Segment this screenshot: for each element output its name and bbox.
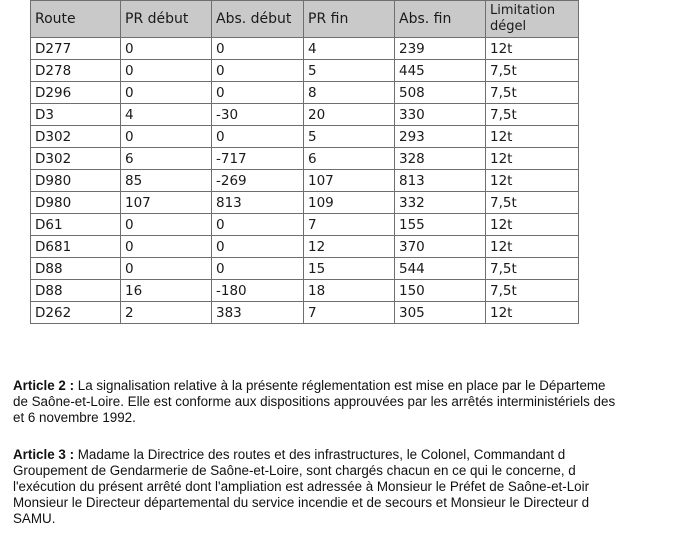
cell-abs-debut: 383 [212,302,304,324]
cell-limitation-degel: 12t [486,38,579,60]
cell-abs-debut: 813 [212,192,304,214]
cell-route: D302 [31,126,121,148]
cell-abs-fin: 332 [395,192,486,214]
cell-abs-fin: 330 [395,104,486,126]
article-2-line-1 [13,378,699,394]
table-row [31,280,579,302]
cell-pr-fin: 5 [304,126,395,148]
cell-pr-debut: 6 [121,148,212,170]
cell-limitation-degel: 12t [486,214,579,236]
header-limitation-degel [486,1,579,38]
cell-limitation-degel: 12t [486,236,579,258]
cell-route: D88 [31,280,121,302]
cell-pr-debut: 0 [121,214,212,236]
article-2-line-3: et 6 novembre 1992. [13,410,136,425]
cell-abs-debut: 0 [212,126,304,148]
cell-route: D980 [31,170,121,192]
article-2-paragraph [13,378,699,426]
cell-route: D681 [31,236,121,258]
cell-pr-debut: 16 [121,280,212,302]
cell-limitation-degel: 7,5t [486,82,579,104]
cell-pr-fin: 18 [304,280,395,302]
cell-pr-fin: 12 [304,236,395,258]
cell-limitation-degel: 12t [486,170,579,192]
cell-abs-debut: 0 [212,82,304,104]
cell-pr-debut: 85 [121,170,212,192]
cell-limitation-degel: 12t [486,148,579,170]
cell-pr-debut: 0 [121,126,212,148]
table-row [31,126,579,148]
cell-abs-debut: 0 [212,214,304,236]
cell-pr-debut: 0 [121,258,212,280]
article-3-label: Article 3 : [13,447,75,462]
header-limitation-line1: Limitation [490,3,556,18]
cell-abs-debut: 0 [212,60,304,82]
cell-abs-debut: -269 [212,170,304,192]
cell-pr-debut: 107 [121,192,212,214]
cell-route: D262 [31,302,121,324]
table-row [31,60,579,82]
cell-abs-fin: 544 [395,258,486,280]
cell-route: D3 [31,104,121,126]
table-row [31,236,579,258]
article-2-line-2: de Saône-et-Loire. Elle est conforme aux dispositions approuvées par les arrêtés interministériels des [13,394,616,409]
cell-route: D277 [31,38,121,60]
article-3-line-4: Monsieur le Directeur départemental du service incendie et de secours et Monsieur le Directeur d [13,495,590,510]
cell-pr-debut: 2 [121,302,212,324]
cell-limitation-degel: 7,5t [486,280,579,302]
cell-pr-debut: 4 [121,104,212,126]
cell-abs-fin: 328 [395,148,486,170]
article-3-paragraph [13,447,699,527]
cell-pr-fin: 109 [304,192,395,214]
header-abs-fin: Abs. fin [395,1,486,38]
cell-limitation-degel: 12t [486,302,579,324]
cell-pr-debut: 0 [121,82,212,104]
cell-abs-fin: 370 [395,236,486,258]
cell-pr-debut: 0 [121,60,212,82]
cell-limitation-degel: 7,5t [486,104,579,126]
cell-route: D61 [31,214,121,236]
cell-abs-fin: 508 [395,82,486,104]
cell-abs-debut: 0 [212,236,304,258]
cell-limitation-degel: 12t [486,126,579,148]
article-3-line-1-text: Madame la Directrice des routes et des infrastructures, le Colonel, Commandant d [74,447,566,462]
cell-pr-debut: 0 [121,236,212,258]
cell-pr-fin: 15 [304,258,395,280]
article-3-line-5: SAMU. [13,511,56,526]
cell-abs-fin: 239 [395,38,486,60]
table-row [31,192,579,214]
cell-abs-debut: 0 [212,38,304,60]
cell-abs-fin: 293 [395,126,486,148]
article-2-label: Article 2 : [13,378,75,393]
article-3-line-2: Groupement de Gendarmerie de Saône-et-Loire, sont chargés chacun en ce qui le concerne, d [13,463,576,478]
header-route: Route [31,1,121,38]
table-row [31,214,579,236]
table-row [31,38,579,60]
cell-limitation-degel: 7,5t [486,60,579,82]
header-pr-fin: PR fin [304,1,395,38]
cell-pr-fin: 107 [304,170,395,192]
cell-limitation-degel: 7,5t [486,192,579,214]
article-2-line-1-text: La signalisation relative à la présente réglementation est mise en place par le Départeme [74,378,606,393]
cell-route: D296 [31,82,121,104]
table-row [31,170,579,192]
cell-pr-fin: 7 [304,302,395,324]
article-3-line-1 [13,447,699,463]
table-header [31,1,579,38]
cell-abs-debut: -30 [212,104,304,126]
cell-pr-fin: 7 [304,214,395,236]
header-abs-debut: Abs. début [212,1,304,38]
table-row [31,302,579,324]
table-row [31,104,579,126]
cell-route: D278 [31,60,121,82]
cell-abs-fin: 150 [395,280,486,302]
cell-abs-fin: 813 [395,170,486,192]
cell-pr-fin: 6 [304,148,395,170]
cell-route: D302 [31,148,121,170]
cell-abs-debut: 0 [212,258,304,280]
cell-limitation-degel: 7,5t [486,258,579,280]
header-pr-debut: PR début [121,1,212,38]
table-body [31,38,579,324]
cell-pr-fin: 4 [304,38,395,60]
cell-pr-fin: 8 [304,82,395,104]
cell-pr-fin: 20 [304,104,395,126]
header-limitation-line2: dégel [490,19,527,34]
cell-abs-fin: 445 [395,60,486,82]
table-header-row [31,1,579,38]
cell-route: D88 [31,258,121,280]
cell-pr-fin: 5 [304,60,395,82]
article-3-line-3: l'exécution du présent arrêté dont l'ampliation est adressée à Monsieur le Préfet de Saône-et-Loir [13,479,590,494]
cell-abs-debut: -180 [212,280,304,302]
table-row [31,148,579,170]
cell-route: D980 [31,192,121,214]
table-row [31,258,579,280]
cell-pr-debut: 0 [121,38,212,60]
cell-abs-debut: -717 [212,148,304,170]
cell-abs-fin: 155 [395,214,486,236]
route-limitations-table [30,0,579,324]
cell-abs-fin: 305 [395,302,486,324]
table-row [31,82,579,104]
